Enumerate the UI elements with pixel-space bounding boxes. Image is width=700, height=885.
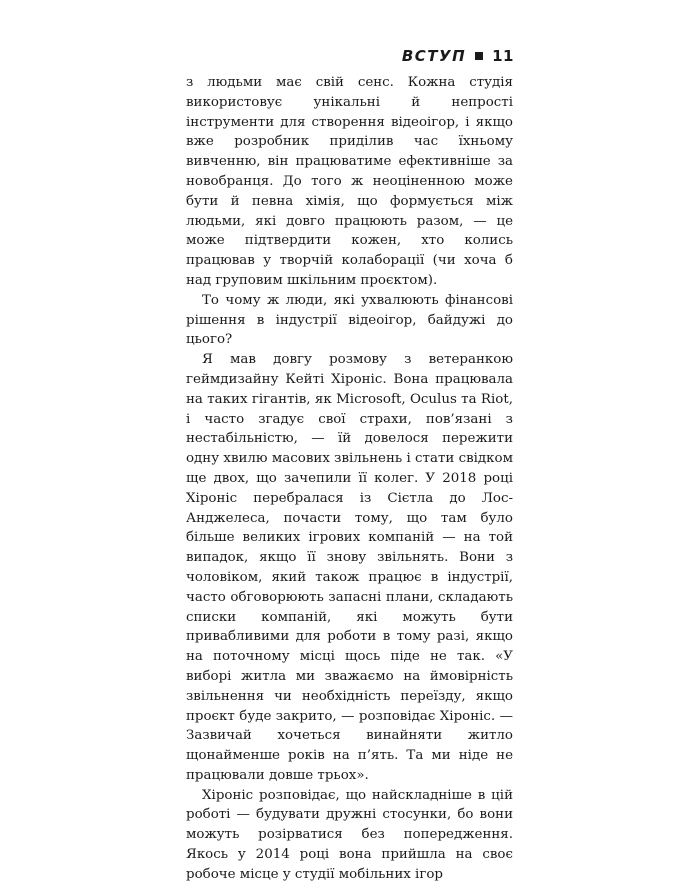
running-header [402,47,514,65]
paragraph: То чому ж люди, які ухвалюють фінансові рішення в індустрії відеоігор, байдужі до цього? [186,292,513,348]
page-number: 11 [492,47,514,65]
body-text [186,73,513,885]
paragraph: Я мав довгу розмову з ветеранкою геймдизайну Кейті Хіроніс. Вона працювала на таких гігантів, як Microsoft, Oculus та Riot, і часто згадує свої страхи, пов’язані з нестабільністю, — їй довелося пережити одну хвилю масових звільнень і стати свідком ще двох, що зачепили її колег. У 2018 році Хіроніс перебралася із Сієтла до Лос-Анджелеса, почасти тому, що там було більше великих ігрових компаній — на той випадок, якщо її знову звільнять. Вони з чоловіком, який також працює в індустрії, часто обговорюють запасні плани, складають списки компаній, які можуть бути привабливими для роботи в тому разі, якщо на поточному місці щось піде не так. «У виборі житла ми зважаємо на ймовірність звільнення чи необхідність переїзду, якщо проєкт буде закрито, — розповідає Хіроніс. — Зазвичай хочеться винайняти житло щонайменше років на п’ять. Та ми ніде не працювали довше трьох». [186,352,513,783]
paragraph: Хіроніс розповідає, що найскладніше в цій роботі — будувати дружні стосунки, бо вони можуть розірватися без попередження. Якось у 2014 році вона прийшла на своє робоче місце у студії мобільних ігор [186,787,513,882]
section-title: ВСТУП [401,47,467,65]
square-separator-icon [475,52,483,60]
paragraph-continued: з людьми має свій сенс. Кожна студія використовує унікальні й непрості інструменти для створення відеоігор, і якщо вже розробник приділив час їхньому вивченню, він працюватиме ефективніше за новобранця. До того ж неоціненною може бути й певна хімія, що формується між людьми, які довго працюють разом, — це може підтвердити кожен, хто колись працював у творчій колаборації (чи хоча б над груповим шкільним проєктом). [186,75,513,288]
